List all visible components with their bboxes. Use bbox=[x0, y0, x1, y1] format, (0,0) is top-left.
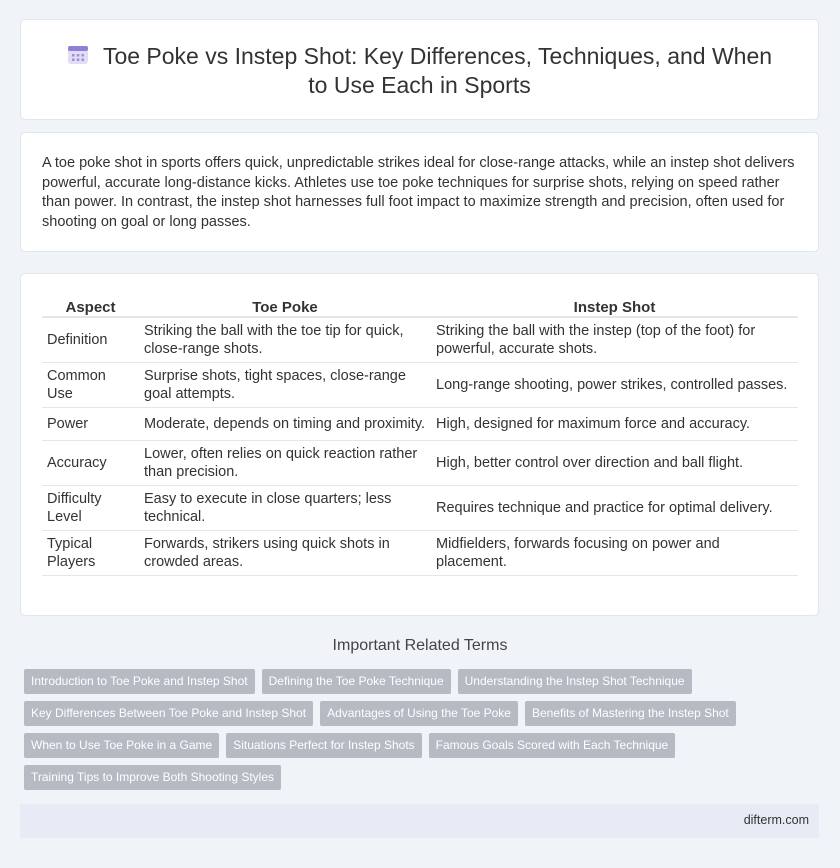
comparison-card bbox=[20, 273, 819, 616]
related-term-tag[interactable]: Training Tips to Improve Both Shooting Styles bbox=[24, 765, 281, 790]
table-row bbox=[42, 363, 798, 408]
cell-toe-poke: Striking the ball with the toe tip for quick, close-range shots. bbox=[139, 318, 431, 363]
cell-aspect: Difficulty Level bbox=[42, 486, 139, 531]
calendar-icon bbox=[67, 43, 89, 65]
related-term-tag[interactable]: When to Use Toe Poke in a Game bbox=[24, 733, 219, 758]
page-title: Toe Poke vs Instep Shot: Key Differences, Techniques, and When to Use Each in Sports bbox=[102, 43, 773, 98]
cell-aspect: Power bbox=[42, 408, 139, 441]
related-term-tag[interactable]: Situations Perfect for Instep Shots bbox=[226, 733, 421, 758]
cell-instep-shot: High, designed for maximum force and accuracy. bbox=[431, 408, 798, 441]
tag-row bbox=[24, 701, 804, 733]
cell-instep-shot: Striking the ball with the instep (top of the foot) for powerful, accurate shots. bbox=[431, 318, 798, 363]
cell-instep-shot: High, better control over direction and ball flight. bbox=[431, 441, 798, 486]
header-toe-poke: Toe Poke bbox=[139, 296, 431, 318]
intro-paragraph: A toe poke shot in sports offers quick, unpredictable strikes ideal for close-range attacks, while an instep shot delivers powerful, accurate long-distance kicks. Athletes use toe poke techniques for surprise shots, relying on speed rather than power. In contrast, the instep shot harnesses full foot impact to maximize strength and precision, often used for shooting on goal or long passes. bbox=[42, 155, 795, 230]
related-terms-heading: Important Related Terms bbox=[332, 637, 508, 654]
footer bbox=[20, 804, 819, 838]
related-term-tag[interactable]: Advantages of Using the Toe Poke bbox=[320, 701, 518, 726]
cell-aspect: Typical Players bbox=[42, 531, 139, 576]
intro-card bbox=[20, 132, 819, 252]
cell-toe-poke: Moderate, depends on timing and proximity. bbox=[139, 408, 431, 441]
related-term-tag[interactable]: Defining the Toe Poke Technique bbox=[262, 669, 451, 694]
cell-aspect: Definition bbox=[42, 318, 139, 363]
cell-instep-shot: Requires technique and practice for optimal delivery. bbox=[431, 486, 798, 531]
table-row bbox=[42, 441, 798, 486]
cell-instep-shot: Midfielders, forwards focusing on power and placement. bbox=[431, 531, 798, 576]
related-terms-list bbox=[24, 669, 804, 797]
table-row bbox=[42, 486, 798, 531]
comparison-table bbox=[42, 296, 798, 576]
cell-toe-poke: Forwards, strikers using quick shots in crowded areas. bbox=[139, 531, 431, 576]
header-aspect: Aspect bbox=[42, 296, 139, 318]
related-term-tag[interactable]: Famous Goals Scored with Each Technique bbox=[429, 733, 676, 758]
table-row bbox=[42, 531, 798, 576]
cell-instep-shot: Long-range shooting, power strikes, controlled passes. bbox=[431, 363, 798, 408]
table-row bbox=[42, 318, 798, 363]
tag-row bbox=[24, 669, 804, 701]
tag-row bbox=[24, 765, 804, 797]
related-term-tag[interactable]: Key Differences Between Toe Poke and Instep Shot bbox=[24, 701, 313, 726]
tag-row bbox=[24, 733, 804, 765]
title-card bbox=[20, 19, 819, 120]
cell-toe-poke: Surprise shots, tight spaces, close-range goal attempts. bbox=[139, 363, 431, 408]
cell-toe-poke: Easy to execute in close quarters; less technical. bbox=[139, 486, 431, 531]
cell-aspect: Common Use bbox=[42, 363, 139, 408]
header-instep-shot: Instep Shot bbox=[431, 296, 798, 318]
footer-site-link[interactable]: difterm.com bbox=[743, 813, 809, 827]
related-term-tag[interactable]: Introduction to Toe Poke and Instep Shot bbox=[24, 669, 255, 694]
cell-aspect: Accuracy bbox=[42, 441, 139, 486]
related-term-tag[interactable]: Benefits of Mastering the Instep Shot bbox=[525, 701, 736, 726]
title-wrap bbox=[61, 42, 778, 100]
table-header-row bbox=[42, 296, 798, 318]
table-row bbox=[42, 408, 798, 441]
related-term-tag[interactable]: Understanding the Instep Shot Technique bbox=[458, 669, 692, 694]
cell-toe-poke: Lower, often relies on quick reaction rather than precision. bbox=[139, 441, 431, 486]
